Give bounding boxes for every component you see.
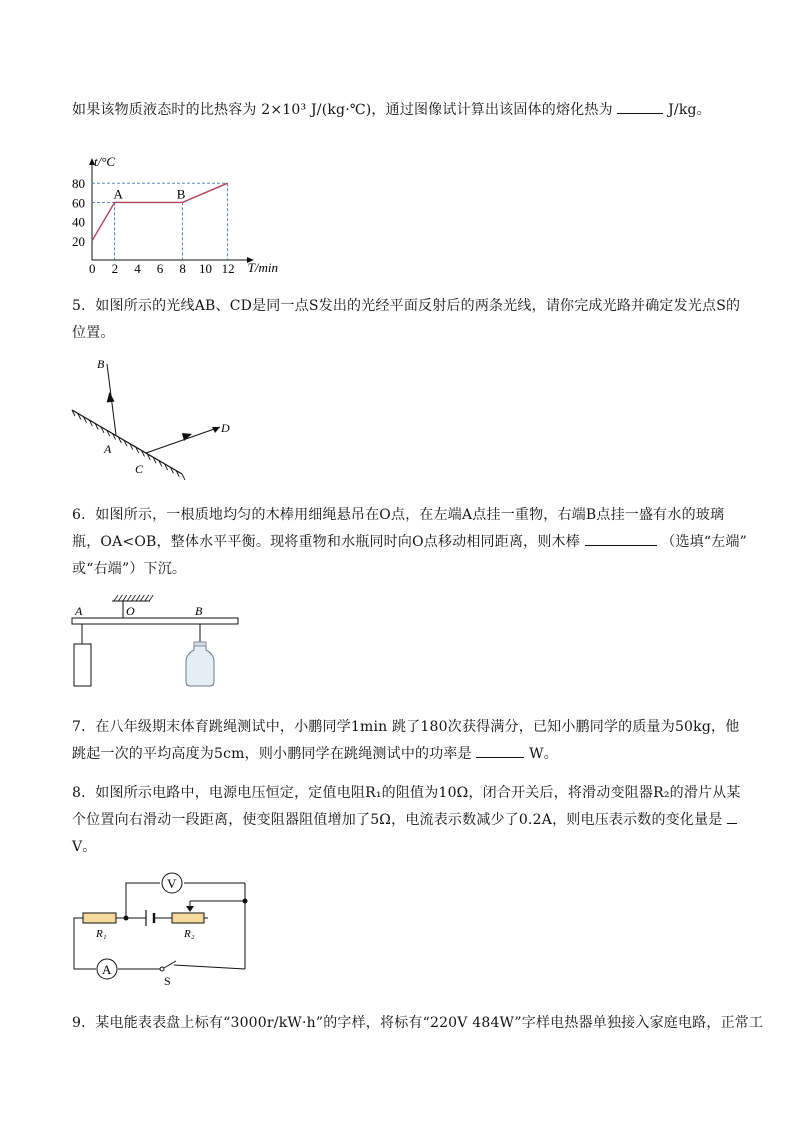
ray-cd — [146, 427, 220, 453]
reflection-diagram — [68, 352, 248, 480]
q8-text: 个位置向右滑动一段距离，使变阻器阻值增加了5Ω，电流表示数减少了0.2A，则电压表示数的变化量是 — [72, 812, 723, 828]
x-tick-label: 8 — [179, 261, 186, 276]
x-tick-label: 0 — [89, 261, 96, 276]
lever-diagram — [68, 592, 248, 694]
wooden-stick — [72, 618, 238, 624]
temperature-time-graph — [66, 136, 306, 280]
x-tick-label: 4 — [134, 261, 141, 276]
y-tick-label: 60 — [72, 195, 85, 211]
water-bottle — [186, 644, 214, 686]
data-series-line — [92, 183, 228, 241]
q7-line-1: 7．在八年级期末体育跳绳测试中，小鹏同学1min 跳了180次获得满分，已知小鹏同学的质量为50kg，他 — [72, 719, 740, 735]
x-tick-label: 10 — [199, 261, 212, 276]
q5-line-1: 5．如图所示的光线AB、CD是同一点S发出的光经平面反射后的两条光线，请你完成光路并确定发光点S的 — [72, 298, 741, 314]
voltmeter-label: V — [167, 876, 177, 891]
label-r2: R₂ — [184, 928, 195, 940]
q4-text: 如果该物质液态时的比热容为 2×10³ J/(kg·℃)，通过图像试计算出该固体的熔化热为 — [72, 102, 613, 118]
mirror-line — [72, 410, 182, 474]
x-tick-label: 12 — [221, 261, 235, 276]
q6-line-1: 6．如图所示，一根质地均匀的木棒用细绳悬吊在O点，在左端A点挂一重物，右端B点挂一盛有水的玻璃 — [72, 507, 725, 523]
answer-blank[interactable] — [727, 811, 737, 824]
heavy-object — [74, 644, 91, 686]
q7-unit: W。 — [529, 746, 558, 762]
y-tick-label: 80 — [72, 176, 85, 192]
y-tick-label: 40 — [72, 214, 85, 230]
q6-line-3: 或“右端”）下沉。 — [72, 561, 187, 577]
q4-text-line — [72, 99, 711, 119]
point-b-label: B — [176, 186, 186, 202]
ammeter-label: A — [102, 962, 112, 977]
label-o: O — [126, 604, 135, 618]
label-r1: R₁ — [96, 928, 107, 940]
q6-text-tail: （选填“左端” — [661, 534, 747, 550]
rheostat-slider[interactable] — [186, 906, 194, 912]
x-tick-label: 2 — [111, 261, 119, 276]
q5-line-2: 位置。 — [72, 325, 115, 341]
y-axis-label: t/°C — [94, 154, 116, 169]
answer-blank[interactable] — [617, 101, 663, 114]
point-a-label: A — [113, 186, 123, 202]
q4-unit: J/kg。 — [668, 102, 711, 118]
q9-line-1: 9．某电能表表盘上标有“3000r/kW·h”的字样，将标有“220V 484W”字样电热器单独接入家庭电路，正常工 — [72, 1015, 764, 1031]
label-d: D — [221, 421, 230, 435]
q8-line-3: V。 — [72, 839, 97, 855]
q7-text: 跳起一次的平均高度为5cm，则小鹏同学在跳绳测试中的功率是 — [72, 746, 472, 762]
label-b: B — [97, 357, 105, 371]
label-c: C — [135, 462, 144, 476]
q6-line-2 — [72, 531, 747, 551]
x-axis-label: T/min — [247, 260, 279, 275]
y-tick-label: 20 — [72, 233, 85, 249]
circuit-diagram — [68, 868, 253, 988]
label-b: B — [195, 604, 203, 618]
x-tick-label: 6 — [156, 261, 164, 276]
label-a: A — [75, 604, 83, 618]
ray-ab-arrow — [105, 392, 114, 403]
q8-line-2 — [72, 809, 737, 829]
label-s: S — [164, 974, 171, 988]
q8-line-1: 8．如图所示电路中，电源电压恒定，定值电阻R₁的阻值为10Ω，闭合开关后，将滑动变阻器R₂的滑片从某 — [72, 785, 741, 801]
rheostat-r2[interactable] — [172, 913, 204, 923]
resistor-r1 — [83, 913, 116, 923]
switch-s[interactable] — [164, 961, 176, 968]
q6-text: 瓶，OA<OB，整体水平平衡。现将重物和水瓶同时向O点移动相同距离，则木棒 — [72, 534, 580, 550]
q7-line-2 — [72, 743, 558, 763]
label-a: A — [104, 442, 112, 456]
circuit-wire — [74, 918, 96, 969]
answer-blank[interactable] — [476, 745, 524, 758]
answer-blank[interactable] — [585, 533, 657, 546]
